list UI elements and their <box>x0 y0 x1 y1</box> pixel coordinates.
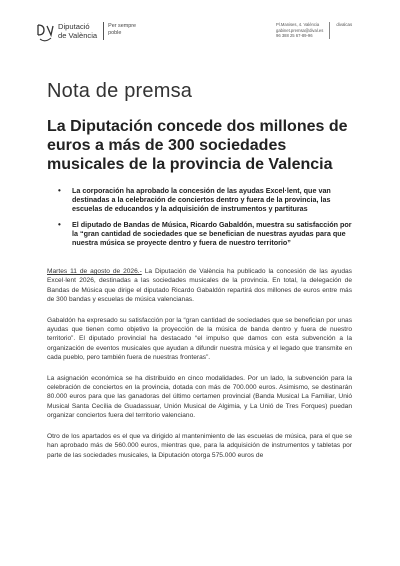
logo-name-line2: de València <box>58 31 98 40</box>
article-body <box>47 267 352 471</box>
contact-address: Pl.Manises, 4. València <box>276 22 320 27</box>
summary-bullet: • La corporación ha aprobado la concesión de las ayudas Excel·lent, que van destinadas a la celebración de conciertos dentro y fuera de la provincia, las escuelas de educandos y la adquisición de instrumentos y partituras <box>58 186 358 213</box>
tagline-line2: poble <box>108 29 122 36</box>
summary-bullet: • El diputado de Bandas de Música, Ricardo Gabaldón, muestra su satisfacción por la “gran cantidad de sociedades que se benefician de nuestras ayudas para que nuestra música se proyecte dentro y fuera de nuestro territorio” <box>58 220 358 247</box>
letterhead <box>36 22 374 52</box>
headline: La Diputación concede dos millones de euros a más de 300 sociedades musicales de la provincia de Valencia <box>47 118 348 173</box>
body-paragraph: Otro de los apartados es el que va dirigido al mantenimiento de las escuelas de música, para el que se han aprobado más de 560.000 euros, mientras que, para la adquisición de instrumentos y tabletas por parte de las sociedades musicales, la Diputación otorga 575.000 euros de <box>47 432 352 459</box>
logo-tagline <box>104 22 136 36</box>
contact-email[interactable]: gabinet.premsa@dival.es <box>276 27 324 33</box>
document-type-title: Nota de premsa <box>47 80 193 102</box>
logo-name <box>58 22 104 40</box>
diputacio-emblem-icon <box>36 22 54 44</box>
contact-lines <box>276 22 330 39</box>
diputacio-logo <box>36 22 136 44</box>
body-paragraph <box>47 267 352 305</box>
body-paragraph: Gabaldón ha expresado su satisfacción por la “gran cantidad de sociedades que se benefician por unas ayudas que tienen como objetivo la proyección de la música de banda dentro y fuera de nuestro territorio”. El diputado provincial ha destacado “el impulso que damos con esta subvención a la organización de eventos musicales que ayudan a difundir nuestra música y el legado que transmite en cada pueblo, pero también fuera de nuestras fronteras”. <box>47 316 352 362</box>
tagline-line1: Per sempre <box>108 23 136 29</box>
dateline: Martes 11 de agosto de 2026.- <box>47 268 142 275</box>
summary-bullets <box>58 186 358 254</box>
contact-phone: 96 388 25 67-89-96 <box>276 33 313 39</box>
social-handle: divalcas <box>336 22 353 27</box>
lead-text: La Diputación de València ha publicado la concesión de las ayudas Excel·lent 2026, destinadas a las sociedades musicales de la provincia. En total, la delegación de Bandas de Música que dirige el diputado Ricardo Gabaldón repartirá dos millones de euros entre más de 300 bandas y escuelas de música valencianas. <box>47 268 352 304</box>
contact-block <box>276 22 352 39</box>
body-paragraph: La asignación económica se ha distribuido en cinco modalidades. Por un lado, la subvención para la celebración de conciertos en la provincia, dotada con más de 700.000 euros. Asimismo, se destinarán 80.000 euros para que las ganadoras del último certamen provincial (Banda Musical La Familiar, Unió Musical Santa Cecília de Guadassuar, Unión Musical de Algimia, y La Unió de Tres Forques) puedan organizar conciertos fuera del territorio valenciano. <box>47 374 352 420</box>
logo-name-line1: Diputació <box>58 22 90 31</box>
